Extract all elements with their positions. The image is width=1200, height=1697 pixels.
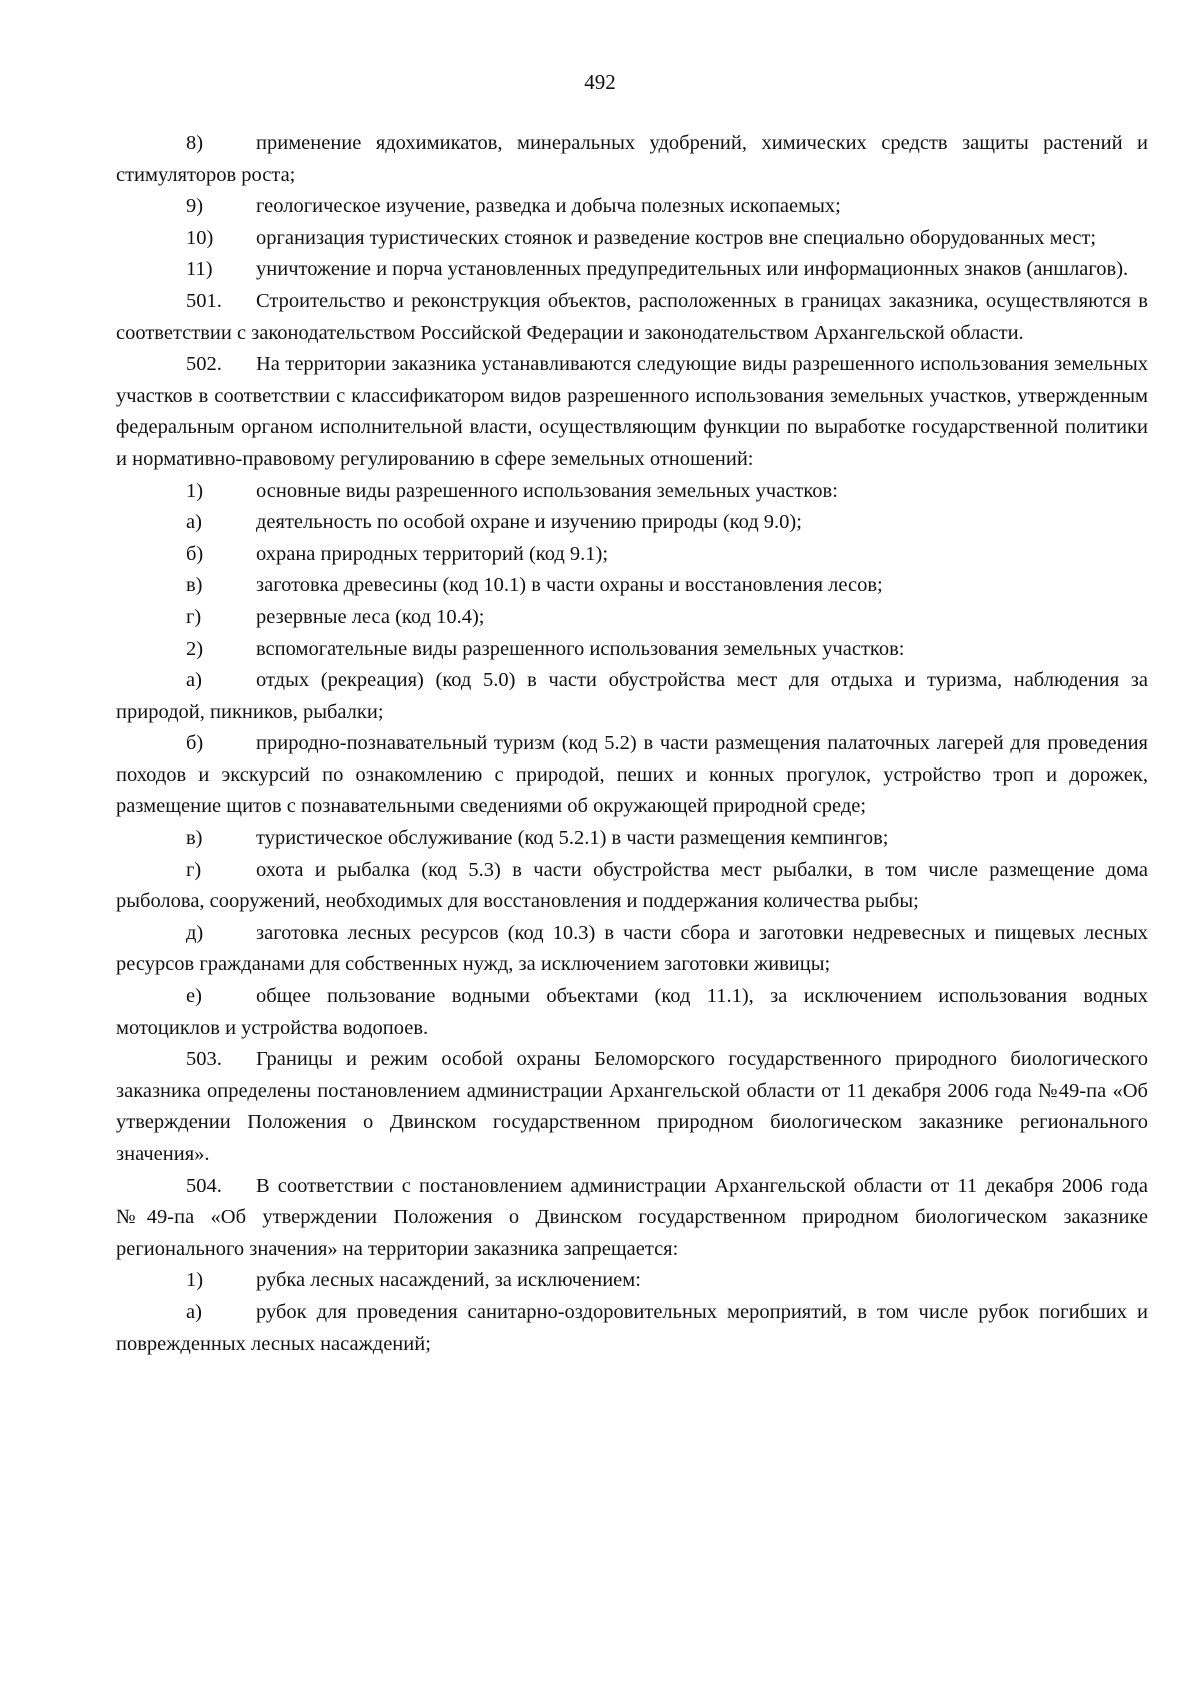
paragraph-number: е) [186,985,202,1008]
list-item-502-2 [116,634,1148,666]
list-item-502-2v [116,823,1148,855]
paragraph-text: резервные леса (код 10.4); [256,605,485,628]
paragraph-text: рубок для проведения санитарно-оздоровительных мероприятий, в том числе рубок погибших и поврежденных лесных насаждений; [116,1300,1148,1355]
list-item-502-1b [116,539,1148,571]
paragraph-text: заготовка лесных ресурсов (код 10.3) в части сбора и заготовки недревесных и пищевых лесных ресурсов гражданами для собственных нужд, за исключением заготовки живицы; [116,921,1148,976]
paragraph-text: применение ядохимикатов, минеральных удобрений, химических средств защиты растений и стимуляторов роста; [116,132,1148,186]
list-item-502-2d [116,918,1148,981]
paragraph-number: 504. [186,1174,222,1197]
paragraph-502 [116,349,1148,475]
list-item-502-1 [116,476,1148,508]
paragraph-number: 2) [186,637,204,660]
paragraph-number: 8) [186,132,204,154]
paragraph-501 [116,286,1148,349]
paragraph-number: а) [186,669,202,692]
list-item-502-1g [116,602,1148,634]
paragraph-text: туристическое обслуживание (код 5.2.1) в части размещения кемпингов; [256,827,889,850]
list-item-504-1a [116,1297,1148,1360]
paragraph-10 [116,223,1148,255]
list-item-502-2e [116,981,1148,1044]
paragraph-11 [116,254,1148,286]
paragraph-8 [116,128,1148,191]
paragraph-number: г) [186,605,202,628]
paragraph-text: Границы и режим особой охраны Беломорского государственного природного биологического заказника определены постановлением администрации Архангельской области от 11 декабря 2006 года №49-па «Об утверждении Положения о Двинском государственном природном биологическом заказнике регионального значения». [116,1048,1148,1165]
paragraph-number: 10) [186,226,214,249]
paragraph-number: 11) [186,258,213,281]
list-item-502-2g [116,855,1148,918]
list-item-502-2a [116,665,1148,728]
paragraph-text: заготовка древесины (код 10.1) в части охраны и восстановления лесов; [256,574,883,597]
paragraph-number: в) [186,574,203,597]
paragraph-504 [116,1171,1148,1266]
paragraph-number: б) [186,542,204,565]
paragraph-number: 503. [186,1048,222,1071]
paragraph-number: г) [186,858,202,881]
page-number: 492 [584,70,616,94]
paragraph-503 [116,1044,1148,1170]
list-item-502-1v [116,570,1148,602]
paragraph-text: основные виды разрешенного использования земельных участков: [256,479,838,502]
paragraph-number: б) [186,732,204,755]
paragraph-text: природно-познавательный туризм (код 5.2) в части размещения палаточных лагерей для проведения походов и экскурсий по ознакомлению с природой, пеших и конных прогулок, устройство троп и дорожек, размещение щитов с познавательными сведениями об окружающей природной среде; [116,732,1148,818]
paragraph-number: а) [186,1300,202,1323]
paragraph-text: В соответствии с постановлением администрации Архангельской области от 11 декабря 2006 года №49-па «Об утверждении Положения о Двинском государственном природном биологическом заказнике регионального значения» на территории заказника запрещается: [116,1174,1148,1260]
paragraph-text: рубка лесных насаждений, за исключением: [256,1269,641,1292]
paragraph-number: д) [186,921,204,944]
paragraph-text: охота и рыбалка (код 5.3) в части обустройства мест рыбалки, в том числе размещение дома рыболова, сооружений, необходимых для восстановления и поддержания количества рыбы; [116,858,1148,913]
paragraph-text: организация туристических стоянок и разведение костров вне специально оборудованных мест; [256,226,1097,249]
list-item-504-1 [116,1265,1148,1297]
paragraph-text: геологическое изучение, разведка и добыча полезных ископаемых; [256,195,841,218]
paragraph-number: 502. [186,353,222,376]
paragraph-text: охрана природных территорий (код 9.1); [256,542,609,565]
paragraph-text: На территории заказника устанавливаются следующие виды разрешенного использования земельных участков в соответствии с классификатором видов разрешенного использования земельных участков, утвержденным федеральным органом исполнительной власти, осуществляющим функции по выработке государственной политики и нормативно-правовому регулированию в сфере земельных отношений: [116,353,1148,470]
paragraph-text: вспомогательные виды разрешенного использования земельных участков: [256,637,905,660]
paragraph-9 [116,191,1148,223]
list-item-502-2b [116,728,1148,823]
paragraph-text: общее пользование водными объектами (код 11.1), за исключением использования водных мотоциклов и устройства водопоев. [116,985,1148,1039]
document-body [116,128,1148,1360]
paragraph-number: 9) [186,195,204,218]
list-item-502-1a [116,507,1148,539]
paragraph-text: уничтожение и порча установленных предупредительных или информационных знаков (аншлагов). [256,258,1129,281]
paragraph-number: а) [186,511,202,534]
paragraph-text: деятельность по особой охране и изучению природы (код 9.0); [256,511,802,534]
paragraph-text: Строительство и реконструкция объектов, расположенных в границах заказника, осуществляются в соответствии с законодательством Российской Федерации и законодательством Архангельской области. [116,289,1148,344]
paragraph-number: 501. [186,289,222,312]
paragraph-number: 1) [186,479,204,502]
paragraph-number: в) [186,827,203,850]
paragraph-number: 1) [186,1269,204,1292]
paragraph-text: отдых (рекреация) (код 5.0) в части обустройства мест для отдыха и туризма, наблюдения за природой, пикников, рыбалки; [116,669,1148,723]
